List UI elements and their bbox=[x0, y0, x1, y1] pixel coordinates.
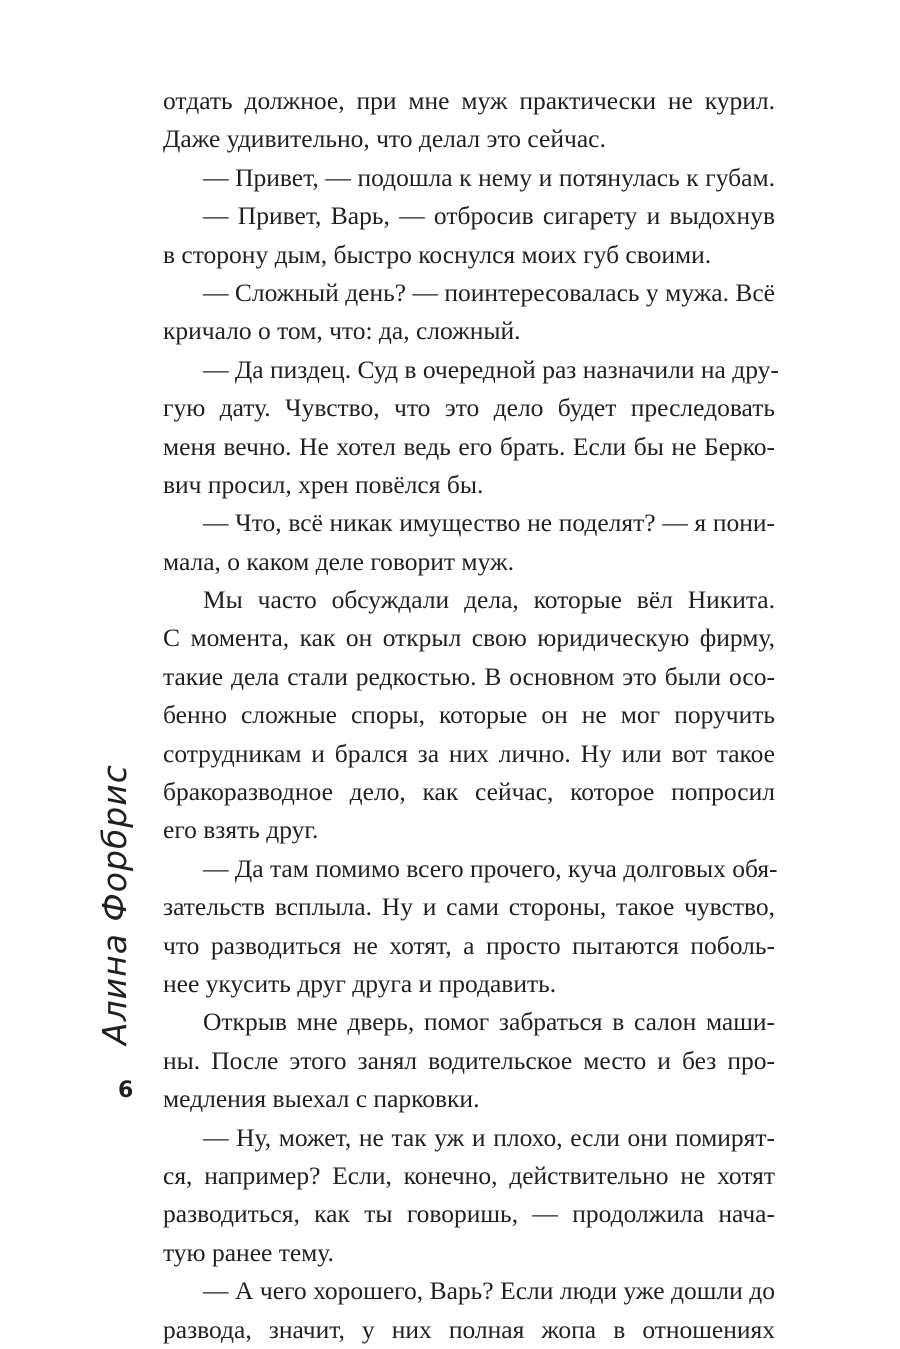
text-line: — Привет, — подошла к нему и потянулась к губам. bbox=[203, 162, 775, 192]
text-line: такие дела стали редкостью. В основном это были осо- bbox=[163, 661, 775, 691]
text-line: — Что, всё никак имущество не поделят? — я пони- bbox=[203, 508, 775, 538]
text-line: Даже удивительно, что делал это сейчас. bbox=[163, 124, 606, 154]
text-line: — Сложный день? — поинтересовалась у мужа. Всё bbox=[203, 277, 775, 307]
text-line: зательств всплыла. Ну и сами стороны, такое чувство, bbox=[163, 892, 775, 922]
text-line: разводиться, как ты говоришь, — продолжила нача- bbox=[163, 1199, 775, 1229]
text-line: отдать должное, при мне муж практически не курил. bbox=[163, 86, 775, 115]
running-head-author: Алина Форбрис bbox=[95, 764, 134, 1045]
page-number: 6 bbox=[118, 1078, 134, 1103]
text-line: — А чего хорошего, Варь? Если люди уже дошли до bbox=[203, 1276, 775, 1306]
text-line: что разводиться не хотят, а просто пытаются поболь- bbox=[163, 930, 775, 960]
text-line: ся, например? Если, конечно, действительно не хотят bbox=[163, 1160, 775, 1190]
body-text bbox=[163, 82, 779, 1349]
text-line: кричало о том, что: да, сложный. bbox=[163, 316, 521, 346]
text-line: гую дату. Чувство, что это дело будет преследовать bbox=[163, 393, 775, 423]
text-line: — Ну, может, не так уж и плохо, если они помирят- bbox=[203, 1122, 775, 1152]
text-line: вич просил, хрен повёлся бы. bbox=[163, 469, 484, 499]
text-line: С момента, как он открыл свою юридическую фирму, bbox=[163, 623, 775, 653]
text-line: тую ранее тему. bbox=[163, 1237, 334, 1267]
text-line: — Привет, Варь, — отбросив сигарету и выдохнув bbox=[203, 201, 775, 231]
text-line: нее укусить друг друга и продавить. bbox=[163, 968, 557, 998]
text-line: в сторону дым, быстро коснулся моих губ своими. bbox=[163, 239, 712, 269]
text-line: ны. После этого занял водительское место и без про- bbox=[163, 1045, 775, 1075]
text-line: медления выехал с парковки. bbox=[163, 1084, 480, 1114]
text-line: бракоразводное дело, как сейчас, которое попросил bbox=[163, 777, 775, 807]
text-line: бенно сложные споры, которые он не мог поручить bbox=[163, 700, 775, 730]
text-line: Открыв мне дверь, помог забраться в салон маши- bbox=[203, 1007, 775, 1037]
text-line: меня вечно. Не хотел ведь его брать. Если бы не Берко- bbox=[163, 431, 775, 461]
text-line: сотрудникам и брался за них лично. Ну или вот такое bbox=[163, 738, 775, 768]
text-line: его взять друг. bbox=[163, 815, 319, 845]
text-line: — Да пиздец. Суд в очередной раз назначили на дру- bbox=[203, 354, 779, 384]
text-line: Мы часто обсуждали дела, которые вёл Никита. bbox=[203, 585, 775, 615]
text-line: мала, о каком деле говорит муж. bbox=[163, 546, 514, 576]
text-line: — Да там помимо всего прочего, куча долговых обя- bbox=[203, 853, 778, 883]
text-line: развода, значит, у них полная жопа в отношениях bbox=[163, 1314, 775, 1344]
